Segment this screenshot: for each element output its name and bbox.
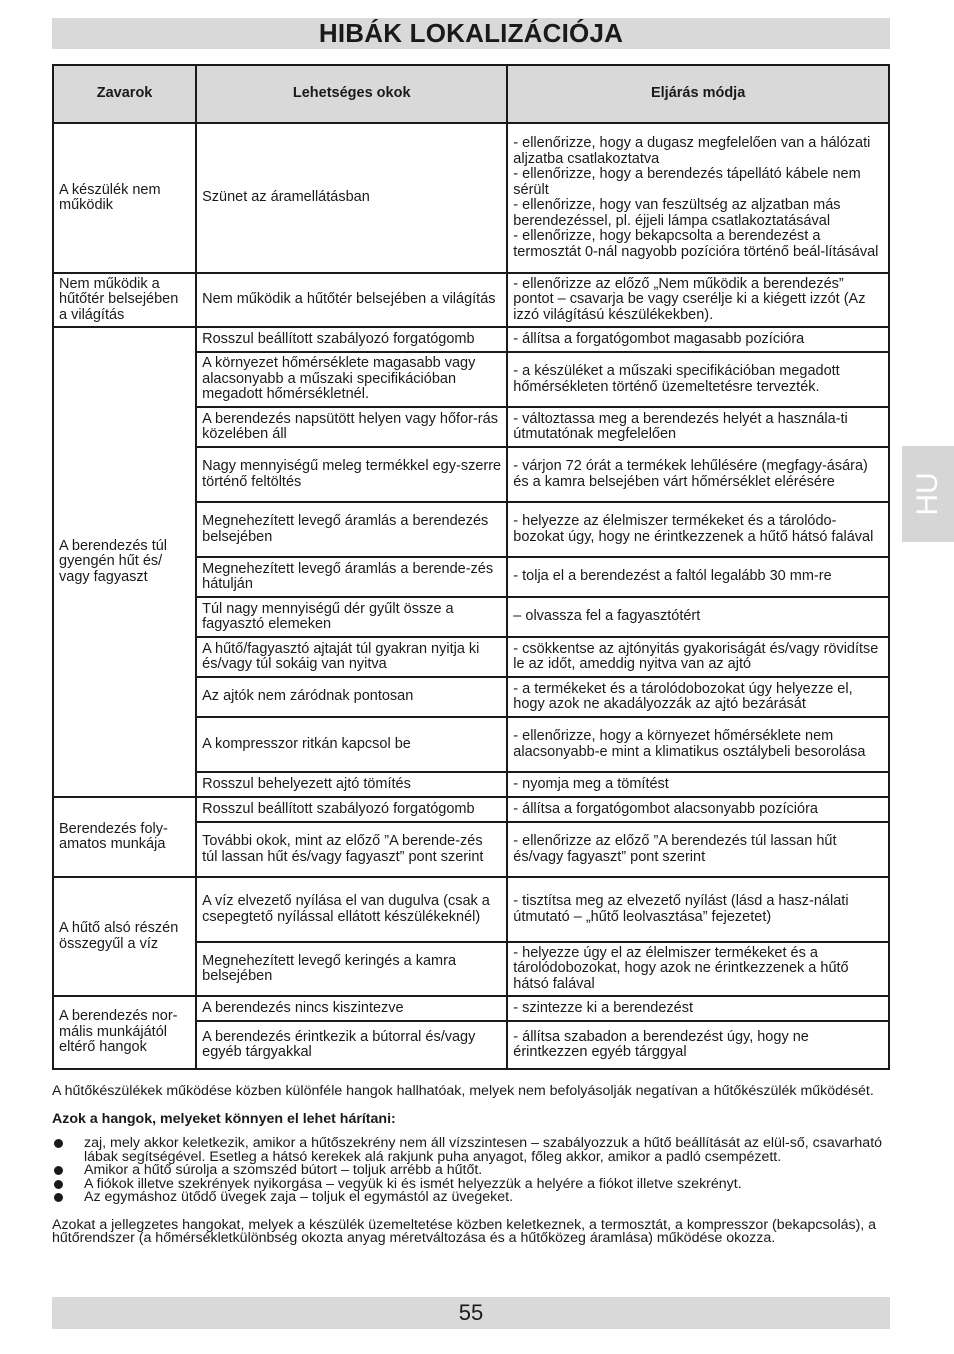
bullet-icon [54, 1139, 63, 1148]
notes-closing: Azokat a jellegzetes hangokat, melyek a készülék üzemeltetése közben keletkeznek, a termosztát, a kompresszor (bekapcsolás), a hűtőrendszer (a hőmérsékletkülönbség okozta anyag méretváltozása és a hűtőközeg áramlása) működése okozza. [52, 1216, 877, 1246]
table-row [53, 273, 889, 327]
language-tab-label: HU [911, 472, 944, 516]
page-footer [52, 1297, 890, 1329]
table-row [53, 123, 889, 273]
action-cell: - a készüléket a műszaki specifikációban megadott hőmérsékleten történő üzemeltetésre tervezték. [507, 352, 889, 407]
header-action: Eljárás módja [507, 65, 889, 123]
list-item: Amikor a hűtő súrolja a szomszéd bútort – toljuk arrébb a hűtőt. [52, 1164, 892, 1178]
cause-cell: Megnehezített levegő áramlás a berendezés belsejében [196, 502, 507, 557]
title-bar [52, 18, 890, 49]
bullet-icon [54, 1193, 63, 1202]
action-cell: - tolja el a berendezést a faltól legalább 30 mm-re [507, 557, 889, 597]
cause-cell: A víz elvezető nyílása el van dugulva (csak a csepegtető nyílással ellátott készülékeknél) [196, 877, 507, 942]
cause-cell: A berendezés napsütött helyen vagy hőfor-rás közelében áll [196, 407, 507, 447]
cause-cell: Megnehezített levegő keringés a kamra belsejében [196, 942, 507, 996]
action-cell: - állítsa a forgatógombot magasabb pozícióra [507, 327, 889, 352]
cause-cell: A berendezés érintkezik a bútorral és/vagy egyéb tárgyakkal [196, 1021, 507, 1069]
cause-cell: Megnehezített levegő áramlás a berende-zés hátulján [196, 557, 507, 597]
header-symptom: Zavarok [53, 65, 196, 123]
cause-cell: Nagy mennyiségű meleg termékkel egy-szerre történő feltöltés [196, 447, 507, 502]
symptom-cell: A berendezés túl gyengén hűt és/ vagy fagyaszt [53, 327, 196, 797]
bullet-icon [54, 1180, 63, 1189]
notes-heading: Azok a hangok, melyeket könnyen el lehet hárítani: [52, 1110, 396, 1127]
page-number: 55 [458, 1300, 484, 1325]
action-cell: - csökkentse az ajtónyitás gyakoriságát és/vagy rövidítse le az időt, ameddig nyitva van az ajtó [507, 637, 889, 677]
troubleshooting-table [52, 64, 890, 1070]
symptom-cell: A berendezés nor-mális munkájától eltérő hangok [53, 996, 196, 1069]
notes-section [52, 1085, 892, 1246]
header-cause: Lehetséges okok [196, 65, 507, 123]
table-row [53, 797, 889, 822]
cause-cell: Rosszul behelyezett ajtó tömítés [196, 772, 507, 797]
action-cell: – olvassza fel a fagyasztótért [507, 597, 889, 637]
cause-cell: További okok, mint az előző ”A berende-zés túl lassan hűt és/vagy fagyaszt” pont szerint [196, 822, 507, 877]
action-cell: - szintezze ki a berendezést [507, 996, 889, 1021]
notes-bullet-list [52, 1137, 892, 1205]
table-row [53, 877, 889, 942]
action-cell: - a termékeket és a tárolódobozokat úgy helyezze el, hogy azok ne akadályozzák az ajtó bezárását [507, 677, 889, 717]
cause-cell: Rosszul beállított szabályozó forgatógomb [196, 797, 507, 822]
action-cell: - változtassa meg a berendezés helyét a használa-ti útmutatónak megfelelően [507, 407, 889, 447]
symptom-cell: Nem működik a hűtőtér belsejében a világítás [53, 273, 196, 327]
list-item: A fiókok illetve szekrények nyikorgása – vegyük ki és ismét helyezzük a helyére a fiókot illetve szekrényt. [52, 1178, 892, 1192]
action-cell: - várjon 72 órát a termékek lehűlésére (megfagy-ására) és a kamra belsejében várt hőmérséklet elérésére [507, 447, 889, 502]
cause-cell: Az ajtók nem záródnak pontosan [196, 677, 507, 717]
symptom-cell: A hűtő alsó részén összegyűl a víz [53, 877, 196, 996]
cause-cell: A berendezés nincs kiszintezve [196, 996, 507, 1021]
cause-cell: A kompresszor ritkán kapcsol be [196, 717, 507, 772]
action-cell: - helyezze úgy el az élelmiszer termékeket és a tárolódobozokat, hogy azok ne érintkezzenek a hűtő hátsó falával [507, 942, 889, 996]
table-body [53, 123, 889, 1069]
action-cell: - nyomja meg a tömítést [507, 772, 889, 797]
cause-cell: Rosszul beállított szabályozó forgatógomb [196, 327, 507, 352]
cause-cell: Túl nagy mennyiségű dér gyűlt össze a fagyasztó elemeken [196, 597, 507, 637]
action-cell: - állítsa szabadon a berendezést úgy, hogy ne érintkezzen egyéb tárggyal [507, 1021, 889, 1069]
symptom-cell: A készülék nem működik [53, 123, 196, 273]
action-cell: - ellenőrizze, hogy a dugasz megfelelően van a hálózati aljzatba csatlakoztatva - ellenőrizze, hogy a berendezés tápellátó kábele nem sérült - ellenőrizze, hogy van feszültség az aljzatban más berendezéssel, pl. éjjeli lámpa csatlakoztatásával - ellenőrizze, hogy bekapcsolta a berendezést a termosztát 0-nál nagyobb pozícióra történő beál-lításával [507, 123, 889, 273]
list-item: zaj, mely akkor keletkezik, amikor a hűtőszekrény nem áll vízszintesen – szabályozzuk a hűtő beállítását az elül-ső, csavarható lábak segítségével. Esetleg a hátsó kerekek alá rakjunk puha anyagot, főleg akkor, amikor a padló csempézett. [52, 1137, 892, 1164]
action-cell: - tisztítsa meg az elvezető nyílást (lásd a hasz-nálati útmutató – „hűtő leolvasztása” fejezetet) [507, 877, 889, 942]
cause-cell: Nem működik a hűtőtér belsejében a világítás [196, 273, 507, 327]
action-cell: - állítsa a forgatógombot alacsonyabb pozícióra [507, 797, 889, 822]
bullet-icon [54, 1166, 63, 1175]
notes-intro: A hűtőkészülékek működése közben különféle hangok hallhatóak, melyek nem befolyásolják negatívan a hűtőkészülék működését. [52, 1083, 874, 1099]
action-cell: - helyezze az élelmiszer termékeket és a tárolódo-bozokat úgy, hogy ne érintkezzenek a hűtő hátsó falával [507, 502, 889, 557]
cause-cell: Szünet az áramellátásban [196, 123, 507, 273]
language-tab [902, 446, 954, 542]
cause-cell: A környezet hőmérséklete magasabb vagy alacsonyabb a műszaki specifikációban megadott hőmérsékletnél. [196, 352, 507, 407]
table-row [53, 327, 889, 352]
table-row [53, 996, 889, 1021]
symptom-cell: Berendezés foly-amatos munkája [53, 797, 196, 877]
table-header-row [53, 65, 889, 123]
action-cell: - ellenőrizze, hogy a környezet hőmérséklete nem alacsonyabb-e mint a klimatikus osztálybeli besorolása [507, 717, 889, 772]
list-item: Az egymáshoz ütődő üvegek zaja – toljuk el egymástól az üvegeket. [52, 1191, 892, 1205]
page-title: HIBÁK LOKALIZÁCIÓJA [318, 18, 624, 48]
cause-cell: A hűtő/fagyasztó ajtaját túl gyakran nyitja ki és/vagy túl sokáig van nyitva [196, 637, 507, 677]
action-cell: - ellenőrizze az előző ”A berendezés túl lassan hűt és/vagy fagyaszt” pont szerint [507, 822, 889, 877]
action-cell: - ellenőrizze az előző „Nem működik a berendezés” pontot – csavarja be vagy cserélje ki a kiégett izzót (Az izzó világítású készülékekben). [507, 273, 889, 327]
